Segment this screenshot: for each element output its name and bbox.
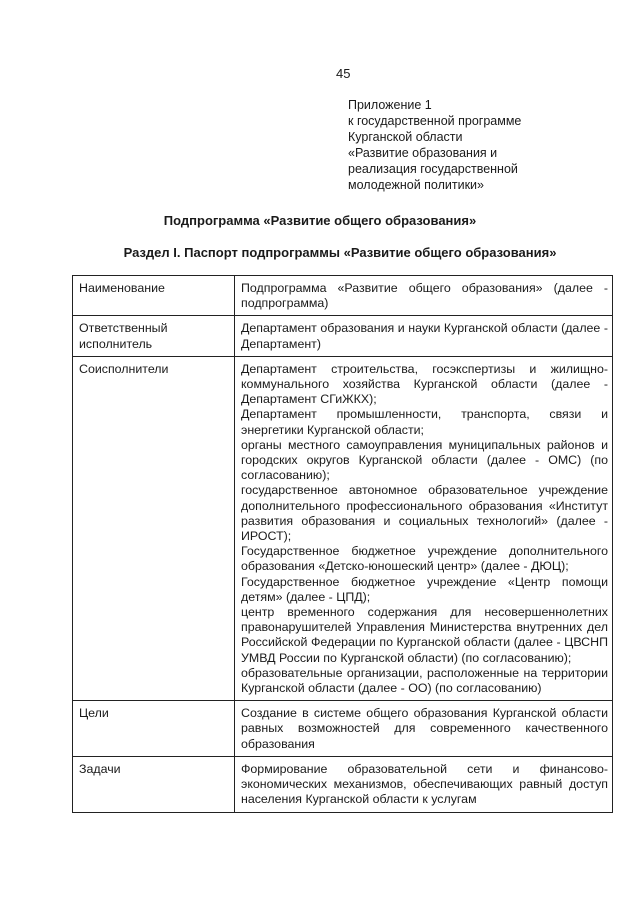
value-paragraph: органы местного самоуправления муниципальных районов и городских округов Курганской области (далее - ОМС) (по согласованию); [241, 437, 608, 483]
passport-table [72, 275, 613, 813]
value-paragraph: Подпрограмма «Развитие общего образования» (далее - подпрограмма) [241, 281, 608, 311]
row-value [235, 756, 613, 812]
row-value [235, 701, 613, 757]
row-value [235, 356, 613, 700]
subprogram-title: Подпрограмма «Развитие общего образования» [163, 213, 477, 228]
row-value [235, 316, 613, 356]
table-row-executor [73, 316, 613, 356]
value-paragraph: государственное автономное образовательное учреждение дополнительного профессионального образования «Институт развития образования и социальных технологий» (далее - ИРОСТ); [241, 483, 608, 544]
table-row-coexecutors [73, 356, 613, 700]
table-row-tasks [73, 756, 613, 812]
value-paragraph: Департамент образования и науки Курганской области (далее - Департамент) [241, 321, 608, 351]
value-paragraph: Департамент промышленности, транспорта, связи и энергетики Курганской области; [241, 407, 608, 437]
value-paragraph: Создание в системе общего образования Курганской области равных возможностей для современного качественного образования [241, 706, 608, 751]
row-label: Задачи [73, 756, 235, 812]
appendix-line: «Развитие образования и [348, 146, 498, 160]
page-number: 45 [336, 66, 351, 81]
appendix-line: молодежной политики» [348, 178, 484, 192]
row-label: Ответственный исполнитель [73, 316, 235, 356]
row-value [235, 276, 613, 316]
appendix-block [348, 97, 618, 193]
value-paragraph: Формирование образовательной сети и финансово-экономических механизмов, обеспечивающих равный доступ населения Курганской области к услугам [241, 761, 608, 807]
row-label: Наименование [73, 276, 235, 316]
row-label: Цели [73, 701, 235, 757]
table-row-goals [73, 701, 613, 757]
row-label: Соисполнители [73, 356, 235, 700]
value-paragraph: образовательные организации, расположенные на территории Курганской области (далее - ОО) (по согласованию) [241, 665, 608, 696]
appendix-line: Приложение 1 [348, 98, 432, 112]
appendix-line: к государственной программе [348, 114, 522, 128]
value-paragraph: центр временного содержания для несовершеннолетних правонарушителей Управления Министерства внутренних дел Российской Федерации по Курганской области (далее - ЦВСНП УМВД России по Курганской области) (по согласованию); [241, 605, 608, 665]
table-row-name [73, 276, 613, 316]
value-paragraph: Государственное бюджетное учреждение дополнительного образования «Детско-юношеский центр» (далее - ДЮЦ); [241, 544, 608, 574]
appendix-line: реализация государственной [348, 162, 518, 176]
appendix-line: Курганской области [348, 130, 463, 144]
value-paragraph: Департамент строительства, госэкспертизы и жилищно-коммунального хозяйства Курганской области (далее - Департамент СГиЖКХ); [241, 361, 608, 407]
section-title: Раздел I. Паспорт подпрограммы «Развитие общего образования» [123, 245, 557, 260]
value-paragraph: Государственное бюджетное учреждение «Центр помощи детям» (далее - ЦПД); [241, 574, 608, 604]
